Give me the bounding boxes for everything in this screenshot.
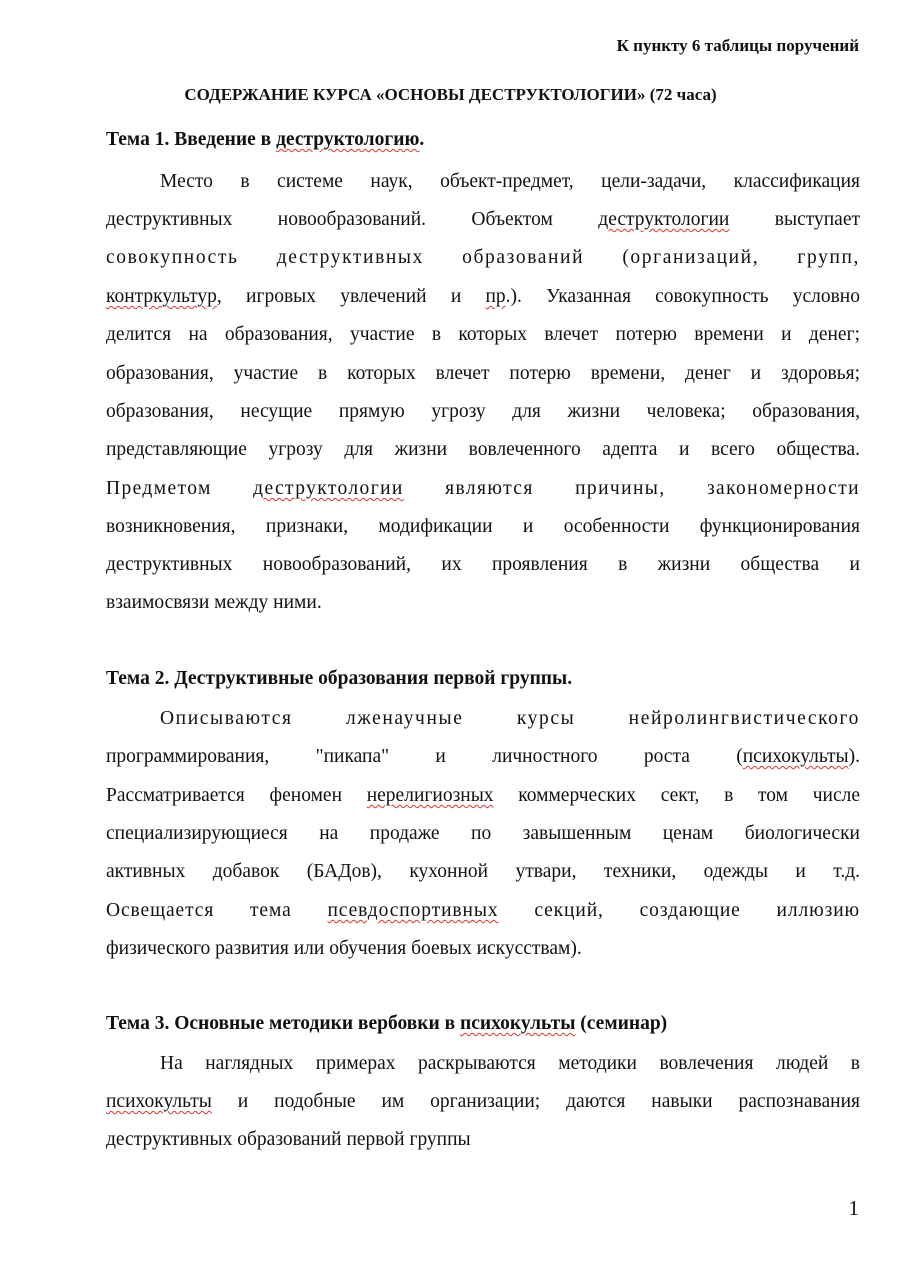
topic-1-line-11: деструктивных новообразований, их проявления в жизни общества и (106, 554, 860, 575)
topic-2-line-7: физического развития или обучения боевых искусствам). (106, 938, 582, 959)
line-text: выступает (729, 209, 860, 230)
topic-3-line-2 (106, 1089, 860, 1115)
heading-text-underlined: деструктологию (276, 129, 420, 150)
line-text-underlined: контркультур (106, 286, 217, 307)
topic-2-line-2 (106, 744, 860, 770)
line-text-underlined: деструктологии (598, 209, 730, 230)
topic-2-line-1: Описываются лженаучные курсы нейролингвистического (160, 708, 860, 729)
topic-2-heading: Тема 2. Деструктивные образования первой группы. (106, 668, 573, 689)
topic-1-line-7: образования, несущие прямую угрозу для жизни человека; образования, (106, 401, 860, 422)
line-text: , игровых увлечений и (216, 286, 486, 307)
heading-text: (семинар) (575, 1013, 668, 1034)
line-text: Рассматривается феномен (106, 785, 367, 806)
topic-2-line-5: активных добавок (БАДов), кухонной утвари, техники, одежды и т.д. (106, 861, 860, 882)
line-text-underlined: псевдоспортивных (327, 900, 499, 921)
topic-2-line-4: специализирующиеся на продаже по завышенным ценам биологически (106, 823, 860, 844)
line-text: деструктивных новообразований. Объектом (106, 209, 599, 230)
topic-3-line-3: деструктивных образований первой группы (106, 1129, 471, 1150)
topic-1-line-3: совокупность деструктивных образований (организаций, групп, (106, 247, 860, 268)
line-text: Предметом (106, 478, 254, 499)
topic-1-line-4 (106, 284, 860, 310)
topic-1-line-5: делится на образования, участие в которых влечет потерю времени и денег; (106, 324, 860, 345)
line-text: коммерческих сект, в том числе (493, 785, 860, 806)
heading-text-underlined: психокульты (460, 1013, 576, 1034)
line-text-underlined: пр (485, 286, 506, 307)
topic-1-line-8: представляющие угрозу для жизни вовлеченного адепта и всего общества. (106, 439, 860, 460)
topic-3-line-1: На наглядных примерах раскрываются методики вовлечения людей в (160, 1053, 860, 1074)
topic-3-heading (106, 1013, 667, 1035)
line-text-underlined: психокульты (106, 1091, 212, 1112)
topic-2-line-3 (106, 783, 860, 809)
line-text: программирования, "пикапа" и личностного роста ( (106, 746, 743, 767)
topic-1-line-9 (106, 476, 860, 502)
topic-1-line-1: Место в системе наук, объект-предмет, цели-задачи, классификация (160, 171, 860, 192)
heading-text: Тема 1. Введение в (106, 129, 277, 150)
line-text-underlined: психокульты (742, 746, 849, 767)
line-text: и подобные им организации; даются навыки распознавания (211, 1091, 860, 1112)
header-note: К пункту 6 таблицы поручений (616, 36, 859, 55)
heading-text: . (419, 129, 425, 150)
line-text: ). (848, 746, 860, 767)
topic-1-line-10: возникновения, признаки, модификации и особенности функционирования (106, 516, 860, 537)
line-text-underlined: нерелигиозных (366, 785, 494, 806)
line-text-underlined: деструктологии (253, 478, 404, 499)
document-title: СОДЕРЖАНИЕ КУРСА «ОСНОВЫ ДЕСТРУКТОЛОГИИ» (72 часа) (184, 85, 717, 104)
topic-1-line-6: образования, участие в которых влечет потерю времени, денег и здоровья; (106, 363, 860, 384)
topic-1-heading (106, 129, 424, 151)
line-text: секций, создающие иллюзию (498, 900, 861, 921)
topic-1-line-2 (106, 207, 860, 233)
heading-text: Тема 3. Основные методики вербовки в (106, 1013, 460, 1034)
line-text: Освещается тема (106, 900, 328, 921)
topic-2-line-6 (106, 898, 860, 924)
page-number: 1 (848, 1196, 859, 1220)
line-text: .). Указанная совокупность условно (505, 286, 860, 307)
topic-1-line-12: взаимосвязи между ними. (106, 592, 322, 613)
line-text: являются причины, закономерности (403, 478, 860, 499)
